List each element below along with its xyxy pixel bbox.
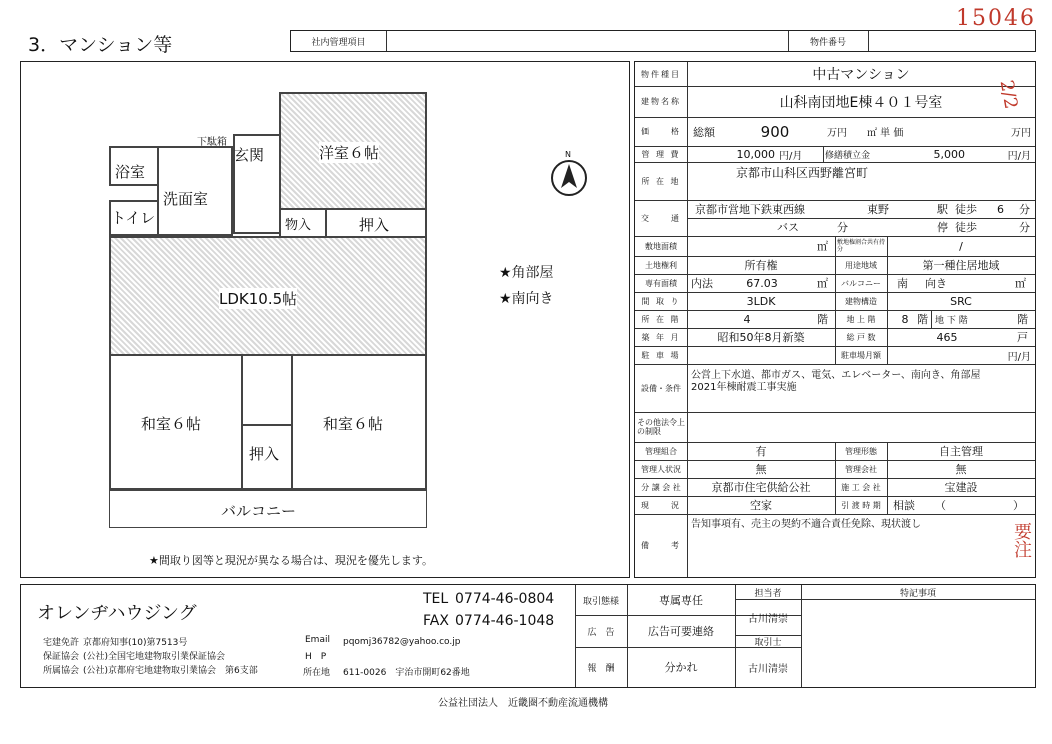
units-value: 465 — [936, 330, 958, 344]
address-label: 所 在 地 — [641, 176, 681, 186]
zoning-value: 第一種住居地域 — [922, 259, 1000, 272]
walk-label-1: 徒歩 — [955, 203, 977, 216]
manager-value: 無 — [755, 463, 767, 476]
unit-price-unit: 万円 — [1011, 128, 1031, 139]
station-label: 駅 — [937, 203, 948, 216]
mgmt-company-label: 管理会社 — [845, 464, 877, 474]
bus-min: 分 — [837, 221, 848, 234]
above-label: 地 上 階 — [846, 314, 876, 324]
built-label: 築 年 月 — [641, 332, 681, 342]
price-unit: 万円 — [827, 128, 847, 139]
below-label: 地 下 階 — [935, 315, 968, 326]
license-value: 京都府知事(10)第7513号 — [83, 638, 188, 648]
land-right-label: 土地権利 — [645, 260, 677, 270]
property-number-label: 物件番号 — [809, 37, 846, 48]
mgmt-form-value: 自主管理 — [939, 445, 983, 458]
handwritten-note-1: 2/2 — [995, 78, 1022, 111]
below-unit: 階 — [1017, 313, 1028, 326]
manager-label: 管理人状況 — [641, 464, 681, 474]
remarks-label: 備 考 — [641, 541, 681, 550]
builder-label: 施 工 会 社 — [841, 482, 881, 492]
org-name: 公益社団法人 近畿圏不動産流通機構 — [438, 698, 608, 709]
zoning-label: 用途地域 — [845, 260, 877, 270]
handover-label: 引 渡 時 期 — [841, 500, 881, 510]
fax-label: FAX — [423, 613, 449, 629]
floor-area-value: 67.03 — [746, 276, 778, 290]
person-value: 古川清崇 — [748, 613, 788, 625]
floor-area-unit: ㎡ — [817, 277, 828, 290]
remarks-value: 告知事項有、売主の契約不適合責任免除、現状渡し — [691, 518, 921, 529]
mgmt-company-value: 無 — [955, 463, 967, 476]
room-entrance-label: 玄関 — [234, 146, 265, 164]
mgmt-fee-value: 10,000 — [736, 147, 775, 161]
tel-label: TEL — [423, 591, 449, 607]
compass-label: N — [565, 150, 571, 159]
other-label: その他法令上の制限 — [637, 418, 685, 436]
land-area-label: 敷地面積 — [645, 241, 677, 251]
seller-label: 分 譲 会 社 — [641, 482, 681, 492]
deal-value: 専属専任 — [659, 594, 703, 607]
email-label: Email — [305, 635, 330, 645]
floor-area-prefix: 内法 — [691, 277, 713, 290]
parking-fee-label: 駐車場月額 — [841, 350, 881, 360]
seller-value: 京都市住宅供給公社 — [711, 481, 811, 494]
traffic-station: 東野 — [867, 203, 889, 216]
address-value: 京都市山科区西野離宮町 — [735, 165, 868, 180]
above-value: 8 — [901, 312, 909, 326]
floor-area-label: 専有面積 — [645, 278, 677, 288]
guarantee-value: (公社)全国宅地建物取引業保証協会 — [83, 652, 226, 662]
feature-corner: ★角部屋 — [499, 265, 554, 281]
room-balcony-label: バルコニー — [221, 502, 297, 520]
room-oshiire-2-label: 押入 — [249, 445, 280, 463]
name-label: 建物名称 — [641, 97, 681, 106]
balcony-label: バルコニー — [841, 278, 881, 288]
company-name: オレンヂハウジング — [37, 603, 197, 624]
agent-value: 古川清崇 — [748, 663, 788, 675]
builder-value: 宝建設 — [944, 481, 978, 494]
name-value: 山科南団地E棟４０１号室 — [779, 94, 943, 111]
unit-price-label: ㎡ 単 価 — [867, 128, 904, 139]
land-area-unit: ㎡ — [817, 240, 828, 253]
type-label: 物件種目 — [641, 69, 681, 79]
status-label: 現 況 — [641, 500, 681, 510]
handwritten-note-2: 要注 — [1011, 522, 1032, 558]
room-japanese-2-label: 和室６帖 — [323, 415, 384, 433]
built-value: 昭和50年8月新築 — [717, 331, 805, 344]
section-title: 3．マンション等 — [28, 34, 173, 56]
type-value: 中古マンション — [812, 67, 910, 83]
land-right-value: 所有権 — [744, 259, 778, 272]
mgmt-assoc-value: 有 — [755, 445, 767, 458]
walk-value-1: 6 — [997, 202, 1004, 216]
room-ldk-label: LDK10.5帖 — [219, 290, 298, 308]
price-value: 900 — [760, 122, 790, 141]
spec-table — [634, 61, 1036, 578]
floor-value: 4 — [743, 312, 751, 326]
fax-value: 0774-46-1048 — [455, 613, 555, 629]
assoc-label: 所属協会 — [43, 666, 80, 676]
handwritten-doc-number: 15046 — [956, 6, 1036, 31]
hp-label: H P — [305, 652, 327, 662]
mgmt-fee-unit: 円/月 — [779, 150, 803, 162]
floor-label: 所 在 階 — [641, 314, 681, 324]
fee-value: 分かれ — [664, 661, 698, 674]
fee-label: 報 酬 — [587, 663, 615, 674]
mgmt-assoc-label: 管理組合 — [645, 446, 677, 456]
special-label: 特記事項 — [899, 588, 936, 599]
agent-label: 取引士 — [754, 637, 782, 647]
ad-label: 広 告 — [587, 627, 615, 638]
addr-label: 所在地 — [303, 668, 331, 678]
handover-paren-open: （ — [935, 499, 946, 512]
parking-fee-unit: 円/月 — [1007, 351, 1031, 363]
room-japanese-1-label: 和室６帖 — [141, 415, 202, 433]
balcony-dir: 南 — [897, 277, 908, 290]
units-unit: 戸 — [1017, 331, 1028, 344]
traffic-line: 京都市営地下鉄東西線 — [695, 203, 805, 216]
license-label: 宅建免許 — [43, 638, 80, 648]
structure-label: 建物構造 — [845, 296, 877, 306]
email-value: pqomj36782@yahoo.co.jp — [343, 637, 461, 647]
stop-label: 停 — [937, 221, 948, 234]
header-box — [290, 30, 1036, 52]
balcony-unit: ㎡ — [1015, 277, 1026, 290]
floor-unit: 階 — [817, 313, 828, 326]
addr-value: 611-0026 宇治市開町62番地 — [343, 668, 470, 678]
tel-value: 0774-46-0804 — [455, 591, 555, 607]
walk-label-2: 徒歩 — [955, 221, 977, 234]
room-toilet-label: トイレ — [111, 209, 156, 227]
repair-value: 5,000 — [933, 147, 965, 161]
equipment-value-1: 公営上下水道、都市ガス、電気、エレベーター、南向き、角部屋 — [691, 369, 981, 380]
room-washroom-label: 洗面室 — [163, 190, 209, 208]
parking-label: 駐 車 場 — [641, 350, 681, 360]
mgmt-form-label: 管理形態 — [845, 446, 877, 456]
price-label: 価 格 — [641, 127, 681, 136]
ad-value: 広告可要連絡 — [648, 625, 714, 638]
traffic-label: 交 通 — [641, 213, 681, 223]
land-share-value: / — [959, 239, 963, 253]
equipment-value-2: 2021年棟耐震工事実施 — [691, 381, 797, 392]
balcony-dir-suffix: 向き — [925, 277, 947, 290]
assoc-value: (公社)京都府宅地建物取引業協会 第6支部 — [83, 666, 258, 676]
handover-paren-close: ） — [1013, 499, 1024, 512]
land-share-label: 敷地権割合共有持分 — [837, 239, 886, 253]
room-bath-label: 浴室 — [115, 163, 146, 181]
min-label-2: 分 — [1019, 221, 1030, 234]
repair-unit: 円/月 — [1007, 150, 1031, 162]
deal-label: 取引態様 — [582, 596, 619, 607]
mgmt-fee-label: 管 理 費 — [641, 149, 681, 159]
footer-box — [20, 584, 1036, 688]
room-closet-small — [241, 354, 293, 426]
internal-label: 社内管理項目 — [311, 37, 366, 48]
handover-value: 相談 — [893, 499, 915, 512]
guarantee-label: 保証協会 — [43, 652, 80, 662]
shoe-box-label: 下駄箱 — [197, 137, 227, 148]
units-label: 総 戸 数 — [846, 332, 876, 342]
floorplan-note: ★間取り図等と現況が異なる場合は、現況を優先します。 — [149, 554, 433, 567]
price-total-label: 総額 — [693, 125, 715, 139]
repair-label: 修繕積立金 — [825, 150, 871, 161]
min-label-1: 分 — [1019, 203, 1030, 216]
person-label: 担当者 — [754, 588, 782, 599]
bus-label: バス — [777, 221, 799, 234]
layout-value: 3LDK — [746, 294, 776, 308]
structure-value: SRC — [950, 294, 972, 308]
status-value: 空家 — [750, 499, 772, 512]
above-unit: 階 — [917, 313, 928, 326]
layout-label: 間 取 り — [641, 296, 681, 306]
feature-south: ★南向き — [499, 291, 554, 307]
room-closet-label: 物入 — [285, 218, 312, 233]
room-oshiire-1-label: 押入 — [359, 216, 390, 234]
room-western-label: 洋室６帖 — [319, 144, 380, 162]
floorplan-panel — [20, 61, 630, 578]
equipment-label: 設備・条件 — [641, 383, 681, 393]
